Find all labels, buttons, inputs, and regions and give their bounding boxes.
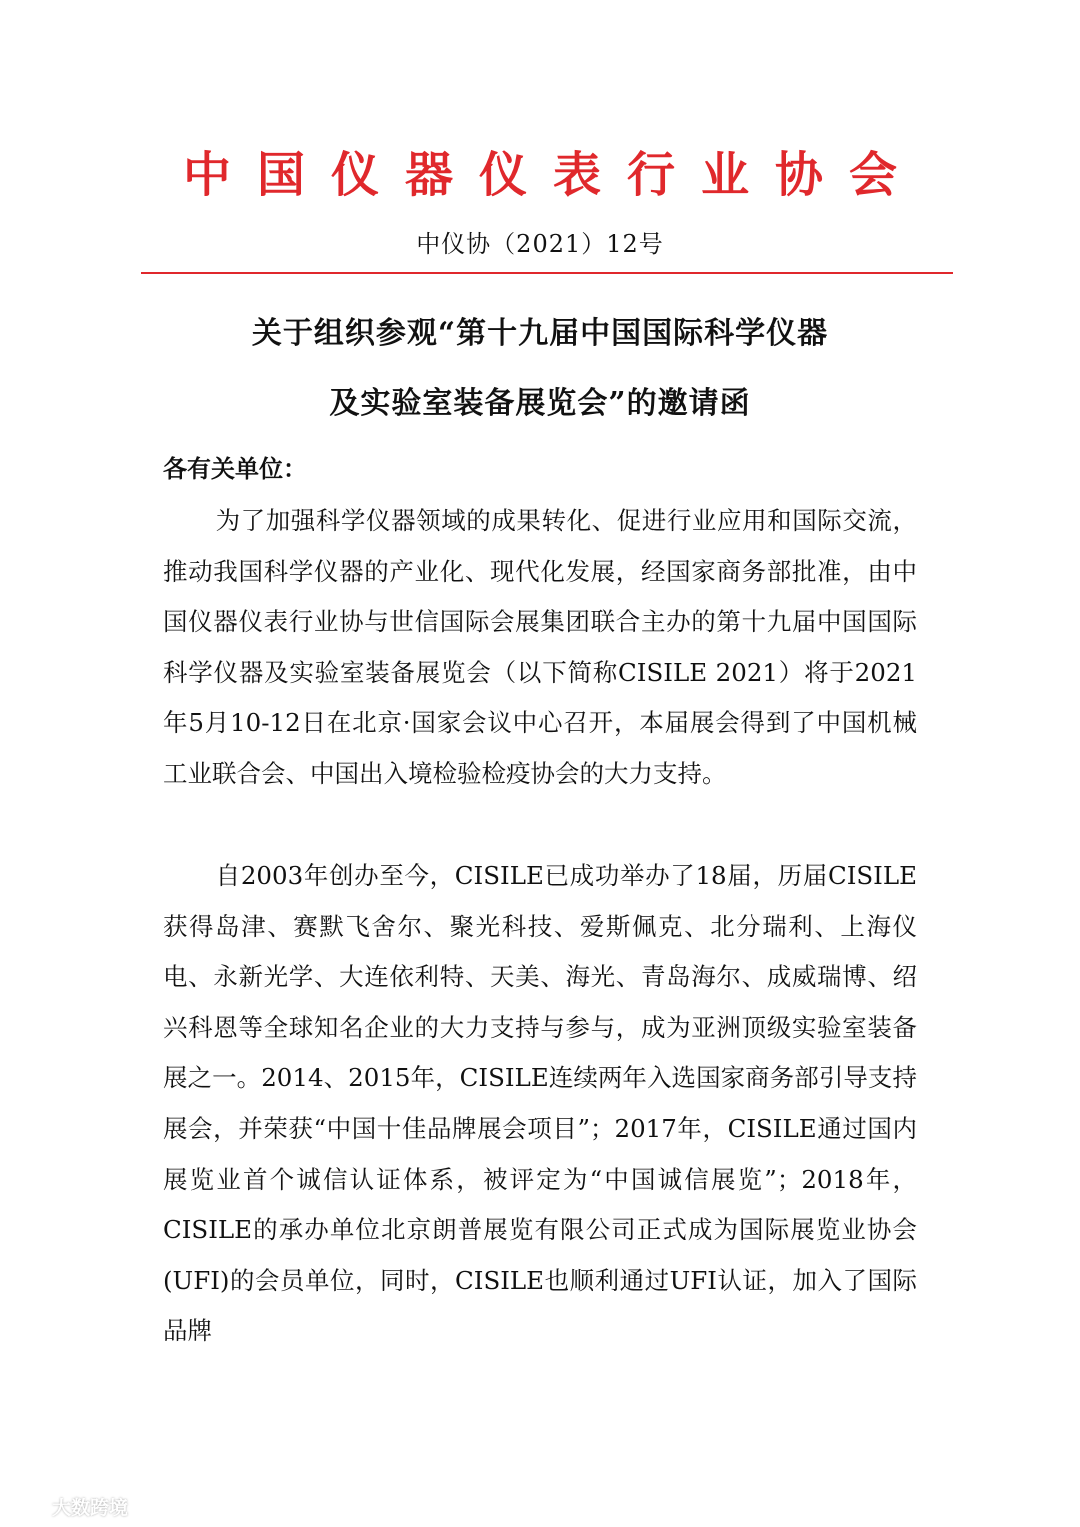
body-paragraph-2-text: 自2003年创办至今，CISILE已成功举办了18届，历届CISILE获得岛津、赛默飞舍尔、聚光科技、爱斯佩克、北分瑞利、上海仪电、永新光学、大连依利特、天美、海光、青岛海尔、成威瑞博、绍兴科恩等全球知名企业的大力支持与参与，成为亚洲顶级实验室装备展之一。2014、2015年，CISILE连续两年入选国家商务部引导支持展会，并荣获“中国十佳品牌展会项目”；2017年，CISILE通过国内展览业首个诚信认证体系，被评定为“中国诚信展览”；2018年，CISILE的承办单位北京朗普展览有限公司正式成为国际展览业协会(UFI)的会员单位，同时，CISILE也顺利通过UFI认证，加入了国际品牌: [163, 861, 917, 1346]
document-title-line-2: 及实验室装备展览会”的邀请函: [329, 386, 751, 421]
body-paragraph-2: [163, 851, 917, 1357]
document-number: 中仪协（2021）12号: [416, 230, 664, 258]
organization-header: 中国仪器仪表行业协会: [182, 147, 923, 203]
body-paragraph-1-text: 为了加强科学仪器领域的成果转化、促进行业应用和国际交流，推动我国科学仪器的产业化、现代化发展，经国家商务部批准，由中国仪器仪表行业协与世信国际会展集团联合主办的第十九届中国国际科学仪器及实验室装备展览会（以下简称CISILE 2021）将于2021年5月10-12日在北京·国家会议中心召开，本届展会得到了中国机械工业联合会、中国出入境检验检疫协会的大力支持。: [163, 506, 917, 788]
document-title-line-1: 关于组织参观“第十九届中国国际科学仪器: [251, 316, 829, 351]
red-divider-line: [141, 272, 953, 274]
chat-bubbles-icon: [8, 1494, 48, 1518]
body-paragraph-1: [163, 496, 917, 800]
watermark-text: 大数跨境: [52, 1496, 129, 1519]
watermark: [8, 1491, 128, 1521]
salutation: 各有关单位：: [163, 454, 307, 483]
